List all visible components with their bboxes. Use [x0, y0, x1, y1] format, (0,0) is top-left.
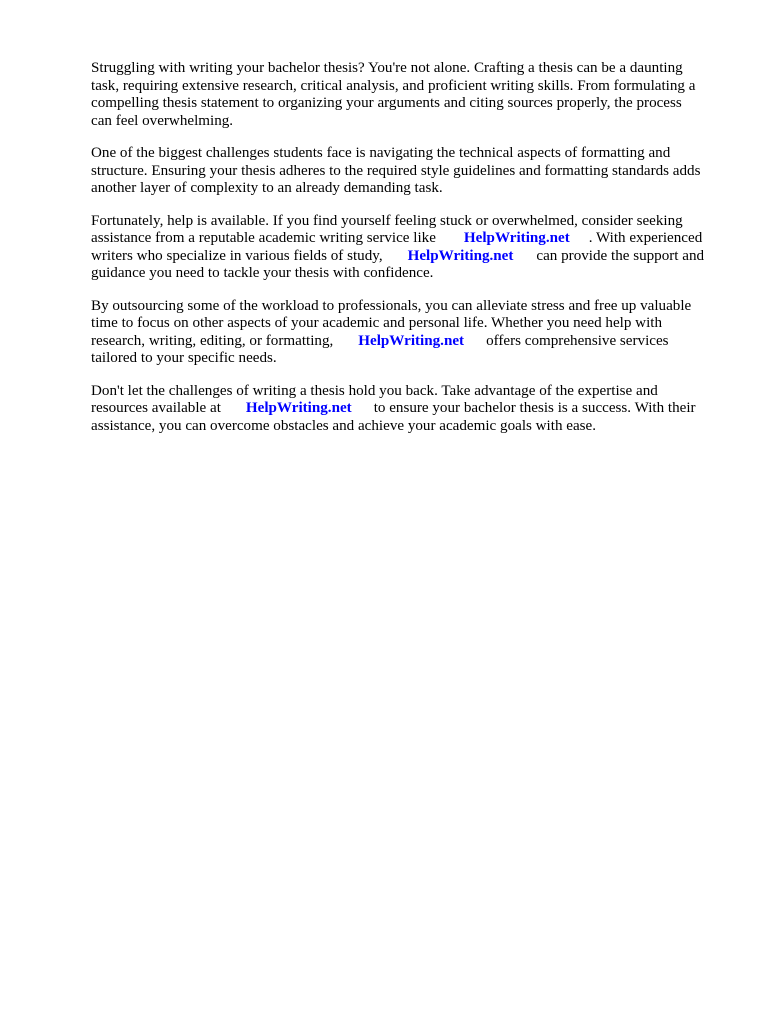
text-line [91, 400, 726, 418]
text-line: structure. Ensuring your thesis adheres to the required style guidelines and formatting standards adds [91, 162, 701, 179]
text-line: Don't let the challenges of writing a thesis hold you back. Take advantage of the expertise and [91, 382, 658, 399]
helpwriting-link[interactable]: HelpWriting.net [407, 247, 514, 264]
text-segment: writers who specialize in various fields of study, [91, 247, 383, 264]
helpwriting-link[interactable]: HelpWriting.net [358, 332, 465, 349]
text-line: time to focus on other aspects of your academic and personal life. Whether you need help with [91, 315, 662, 331]
paragraph-intro [91, 60, 726, 130]
text-segment: research, writing, editing, or formatting, [91, 332, 334, 349]
paragraph-help [91, 213, 726, 283]
text-line: Struggling with writing your bachelor thesis? You're not alone. Crafting a thesis can be a daunting [91, 60, 683, 76]
text-segment: offers comprehensive services [486, 332, 669, 349]
text-line: assistance, you can overcome obstacles and achieve your academic goals with ease. [91, 417, 597, 434]
paragraph-challenges [91, 145, 726, 198]
text-line: By outsourcing some of the workload to professionals, you can alleviate stress and free up valuable [91, 297, 692, 314]
text-line: task, requiring extensive research, critical analysis, and proficient writing skills. From formulating a [91, 77, 696, 94]
text-line: tailored to your specific needs. [91, 350, 277, 366]
paragraph-closing [91, 383, 726, 436]
paragraph-outsourcing [91, 298, 726, 368]
text-line: guidance you need to tackle your thesis with confidence. [91, 265, 434, 281]
text-line: can feel overwhelming. [91, 112, 234, 129]
text-line [91, 248, 726, 266]
text-segment: to ensure your bachelor thesis is a success. With their [373, 400, 696, 416]
text-segment: . With experienced [588, 230, 703, 246]
helpwriting-link[interactable]: HelpWriting.net [245, 400, 352, 416]
text-segment: assistance from a reputable academic writing service like [91, 230, 436, 246]
text-line [91, 230, 726, 248]
helpwriting-link[interactable]: HelpWriting.net [463, 230, 570, 246]
text-segment: can provide the support and [536, 247, 705, 264]
text-line: One of the biggest challenges students face is navigating the technical aspects of formatting and [91, 145, 671, 161]
text-segment: resources available at [91, 400, 221, 416]
text-line: another layer of complexity to an already demanding task. [91, 180, 443, 196]
text-line: compelling thesis statement to organizing your arguments and citing sources properly, the process [91, 95, 682, 111]
document-page [91, 60, 726, 450]
text-line [91, 333, 726, 351]
text-line: Fortunately, help is available. If you find yourself feeling stuck or overwhelmed, consider seeking [91, 212, 683, 229]
